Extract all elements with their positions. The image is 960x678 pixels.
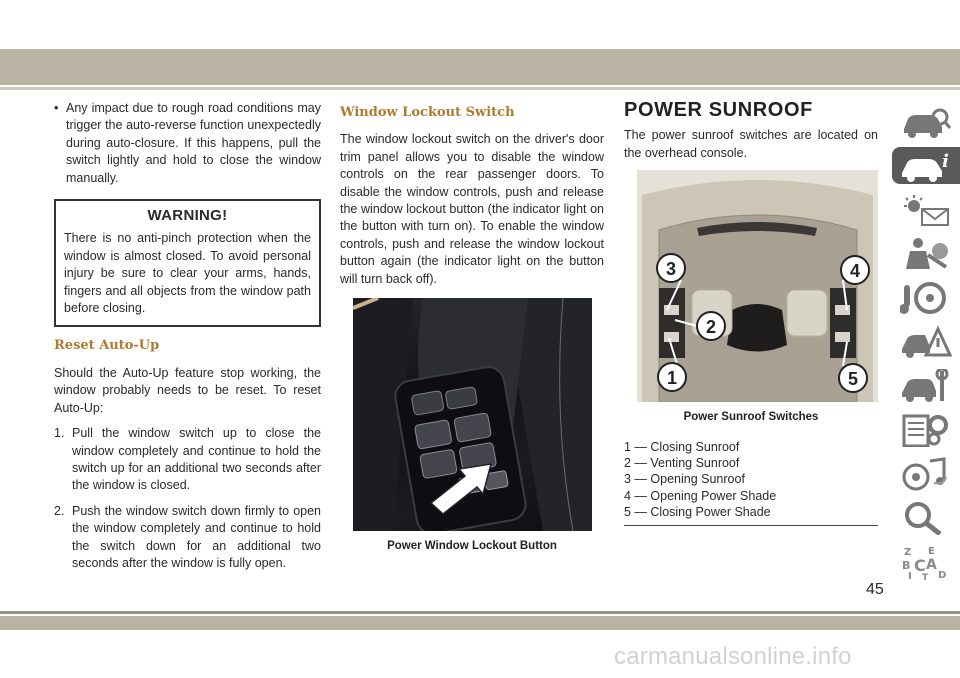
reset-intro: Should the Auto-Up feature stop working, the window probably needs to be reset. To reset Auto-Up: (54, 365, 321, 415)
callout-5: 5 (847, 369, 859, 390)
watermark: carmanualsonline.info (614, 643, 852, 670)
column-right (624, 100, 878, 526)
window-lockout-heading: Window Lockout Switch (340, 105, 515, 120)
door-photo-caption: Power Window Lockout Button (387, 540, 557, 553)
multimedia-icon (900, 457, 952, 491)
callout-1: 1 (666, 368, 678, 389)
callout-4: 4 (849, 261, 861, 282)
car-search-icon (900, 105, 952, 139)
svg-text:Z: Z (904, 547, 912, 558)
door-switch-photo (353, 298, 592, 531)
search-icon (900, 501, 952, 535)
warning-text: There is no anti-pinch protection when the window is almost closed. To avoid personal injury be sure to clear your arms, hands, fingers and all objects from the window path before closing. (64, 231, 311, 316)
power-sunroof-heading: POWER SUNROOF (624, 99, 813, 121)
legend-item: 3 — Opening Sunroof (624, 472, 745, 487)
car-warning-icon (900, 325, 952, 359)
bullet-paragraph: • Any impact due to rough road conditions may trigger the auto-reverse function unexpectedly during auto-closure. If this happens, pull the switch lightly and hold to close the window manually. (54, 100, 321, 187)
footer-band (0, 616, 960, 630)
tab-car-info[interactable] (892, 147, 960, 184)
svg-text:A: A (926, 557, 937, 573)
step-item: 1. Pull the window switch up to close the window completely and continue to hold the switch up for an additional two seconds after the window is closed. (54, 426, 321, 493)
tab-search[interactable] (892, 499, 960, 536)
tab-steering-wheel[interactable] (892, 279, 960, 316)
legend-item: 5 — Closing Power Shade (624, 505, 771, 520)
car-info-icon (900, 149, 952, 183)
tab-index[interactable] (892, 543, 960, 580)
column-middle (340, 100, 604, 555)
page-number: 45 (866, 581, 884, 598)
sunroof-photo-caption: Power Sunroof Switches (683, 411, 819, 424)
warning-lights-icon (900, 193, 952, 227)
airbag-seat-icon (900, 237, 952, 271)
svg-text:E: E (928, 546, 935, 557)
footer-rule (0, 611, 960, 614)
header-band (0, 49, 960, 85)
tab-car-tools[interactable] (892, 367, 960, 404)
svg-text:i: i (942, 151, 949, 172)
callout-2: 2 (705, 317, 717, 338)
car-tools-icon (900, 369, 952, 403)
sunroof-intro: The power sunroof switches are located on the overhead console. (624, 128, 878, 160)
svg-text:B: B (902, 559, 911, 572)
tab-specs[interactable] (892, 411, 960, 448)
warning-box (54, 199, 321, 327)
legend-item: 4 — Opening Power Shade (624, 488, 777, 503)
tab-car-warning[interactable] (892, 323, 960, 360)
sunroof-legend (624, 439, 878, 526)
svg-text:C: C (914, 556, 926, 575)
warning-title: WARNING! (147, 207, 228, 225)
specs-gear-icon (900, 413, 952, 447)
tab-airbag-seat[interactable] (892, 235, 960, 272)
column-left (54, 100, 321, 580)
tab-car-search[interactable] (892, 103, 960, 140)
window-lockout-text: The window lockout switch on the driver's door trim panel allows you to disable the window controls on the rear passenger doors. To disable the window controls, push and release the window lockout button (the indicator light on the button with turn on). To enable the window controls, push and release the window lockout button again (the indicator light on the button will turn back off). (340, 132, 604, 286)
reset-auto-up-heading: Reset Auto-Up (54, 338, 160, 354)
sunroof-console-photo (637, 170, 878, 402)
callout-3: 3 (665, 259, 677, 280)
step-item: 2. Push the window switch down firmly to open the window completely and continue to hold the switch down for an additional two seconds after the window is fully open. (54, 503, 321, 570)
tab-warning-lights[interactable] (892, 191, 960, 228)
legend-item: 2 — Venting Sunroof (624, 456, 740, 471)
legend-item: 1 — Closing Sunroof (624, 439, 740, 454)
svg-text:I: I (908, 571, 912, 581)
svg-text:T: T (922, 573, 929, 581)
alphabet-index-icon (900, 545, 952, 581)
chapter-tabs (892, 103, 960, 587)
reset-steps (54, 425, 321, 572)
header-rule (0, 87, 960, 90)
tab-multimedia[interactable] (892, 455, 960, 492)
steering-wheel-icon (900, 281, 952, 315)
svg-text:D: D (938, 570, 947, 581)
